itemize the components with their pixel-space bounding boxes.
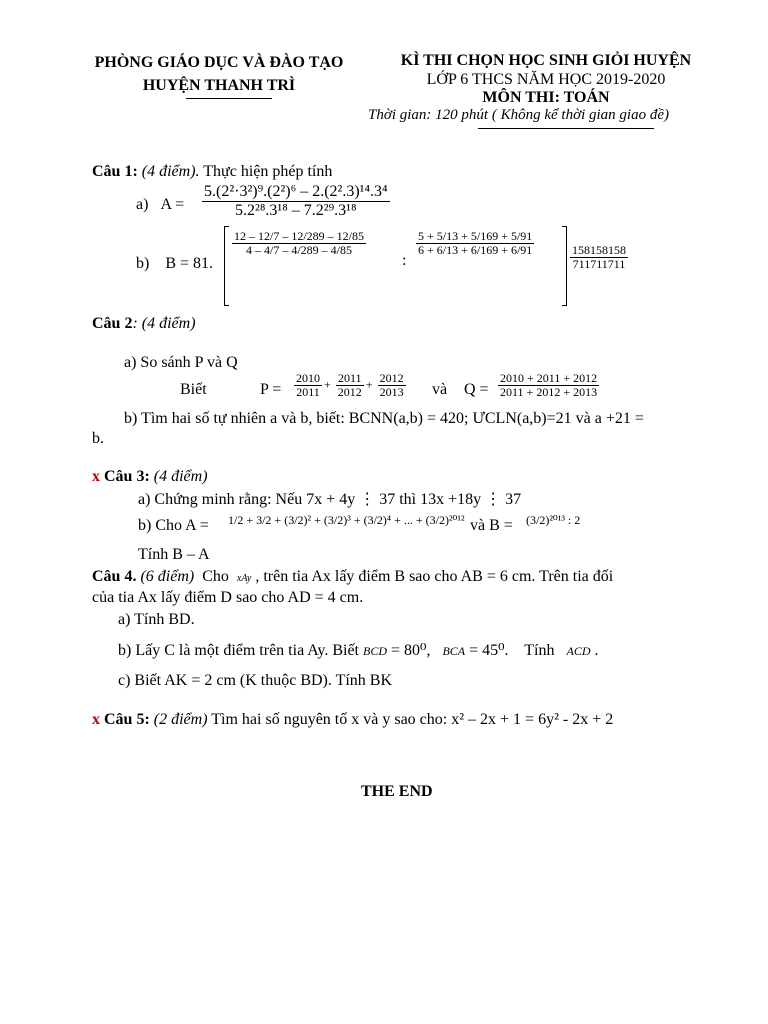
- q2a-text: a) So sánh P và Q: [124, 354, 238, 371]
- exam-subject: MÔN THI: TOÁN: [482, 89, 610, 106]
- q1b-expression: $\frac{12 - 12/7 - 12/289 - 12/85}{4 - 4/7 - 4/289 - 4/85}$ : $\frac{5 + 5/13 + 5/169 + 5/91}{6 + 6/13 + 6/169 + 6/91}$: [224, 230, 542, 300]
- the-end: THE END: [361, 783, 433, 800]
- q1b-right-fraction: $\frac{5 + 5/13 + 5/169 + 5/91}{6 + 6/13 + 6/169 + 6/91}$: [418, 229, 533, 258]
- q2-biet: Biết: [180, 381, 207, 398]
- q2-q-fraction: $\frac{2010 + 2011 + 2012}{2011 + 2012 + 2013}$: [500, 371, 598, 400]
- q1b-left-fraction: $\frac{12 - 12/7 - 12/289 - 12/85}{4 - 4/7 - 4/289 - 4/85}$: [234, 229, 365, 258]
- q5-line: x Câu 5: (2 điểm) Tìm hai số nguyên tố x và y sao cho: x² – 2x + 1 = 6y² - 2x + 2: [92, 711, 614, 728]
- q2-p-expression: $\frac{2010}{2011}$ + $\frac{2011}{2012}$ + $\frac{2012}{2013}$: [296, 371, 404, 400]
- q4c-text: c) Biết AK = 2 cm (K thuộc BD). Tính BK: [118, 672, 393, 689]
- q1-heading: Câu 1: (4 điểm). Thực hiện phép tính: [92, 163, 333, 180]
- q2b-line2: b.: [92, 430, 104, 447]
- q4b-text: b) Lấy C là một điểm trên tia Ay. Biết BCD = 80⁰, BCA = 45⁰. Tính ACD .: [118, 642, 599, 659]
- exam-grade-year: LỚP 6 THCS NĂM HỌC 2019-2020: [426, 71, 666, 88]
- q2-va: và: [432, 381, 448, 398]
- q3b-series: 1/2 + 3/2 + (3/2)² + (3/2)³ + (3/2)⁴ + ... + (3/2)²⁰¹²: [228, 513, 465, 527]
- angle-xAy: xAy: [236, 573, 252, 584]
- q1a-fraction: $\frac{\text{5.(2²·3²)⁹.(2²)⁶ – 2.(2².3)¹⁴.3⁴}}{\text{5.2²⁸.3¹⁸ – 7.2²⁹.3¹⁸}}$: [204, 183, 388, 219]
- exam-title: KÌ THI CHỌN HỌC SINH GIỎI HUYỆN: [400, 52, 692, 69]
- q3b-B-expression: (3/2)²⁰¹³ : 2: [526, 513, 581, 527]
- left-bracket: [224, 226, 229, 306]
- q2-p-lhs: P =: [260, 381, 282, 398]
- q3a-text: a) Chứng minh rằng: Nếu 7x + 4y ⋮ 37 thì 13x +18y ⋮ 37: [138, 491, 522, 508]
- q2-q-lhs: Q =: [464, 381, 489, 398]
- exam-time: Thời gian: 120 phút ( Không kể thời gian giao đề): [368, 107, 669, 123]
- q4-line1: Câu 4. (6 điểm) Cho xAy , trên tia Ax lấy điểm B sao cho AB = 6 cm. Trên tia đối: [92, 568, 614, 585]
- angle-ACD: ACD: [566, 644, 591, 658]
- header-underline-right: [478, 128, 654, 129]
- q1b-tail-fraction: $\frac{158158158}{711711711}$: [572, 243, 626, 272]
- q4-line2: của tia Ax lấy điểm D sao cho AD = 4 cm.: [92, 589, 364, 606]
- q4a-text: a) Tính BD.: [118, 611, 195, 628]
- right-bracket: [562, 226, 567, 306]
- header-underline-left: [186, 98, 272, 99]
- q2b-line1: b) Tìm hai số tự nhiên a và b, biết: BCNN(a,b) = 420; ƯCLN(a,b)=21 và a +21 =: [124, 410, 644, 427]
- q1b-label: b) B = 81.: [136, 255, 214, 272]
- q3-tinh: Tính B – A: [138, 546, 210, 563]
- q2-heading: Câu 2: (4 điểm): [92, 315, 196, 332]
- q3b-label: b) Cho A =: [138, 517, 209, 534]
- angle-BCA: BCA: [442, 644, 466, 658]
- q3b-va: và B =: [470, 517, 513, 534]
- school-department: PHÒNG GIÁO DỤC VÀ ĐÀO TẠO: [94, 54, 344, 71]
- q1a-label: a) A =: [136, 196, 185, 213]
- angle-BCD: BCD: [363, 644, 387, 658]
- q3-heading: x Câu 3: (4 điểm): [92, 468, 208, 485]
- district-name: HUYỆN THANH TRÌ: [142, 77, 296, 94]
